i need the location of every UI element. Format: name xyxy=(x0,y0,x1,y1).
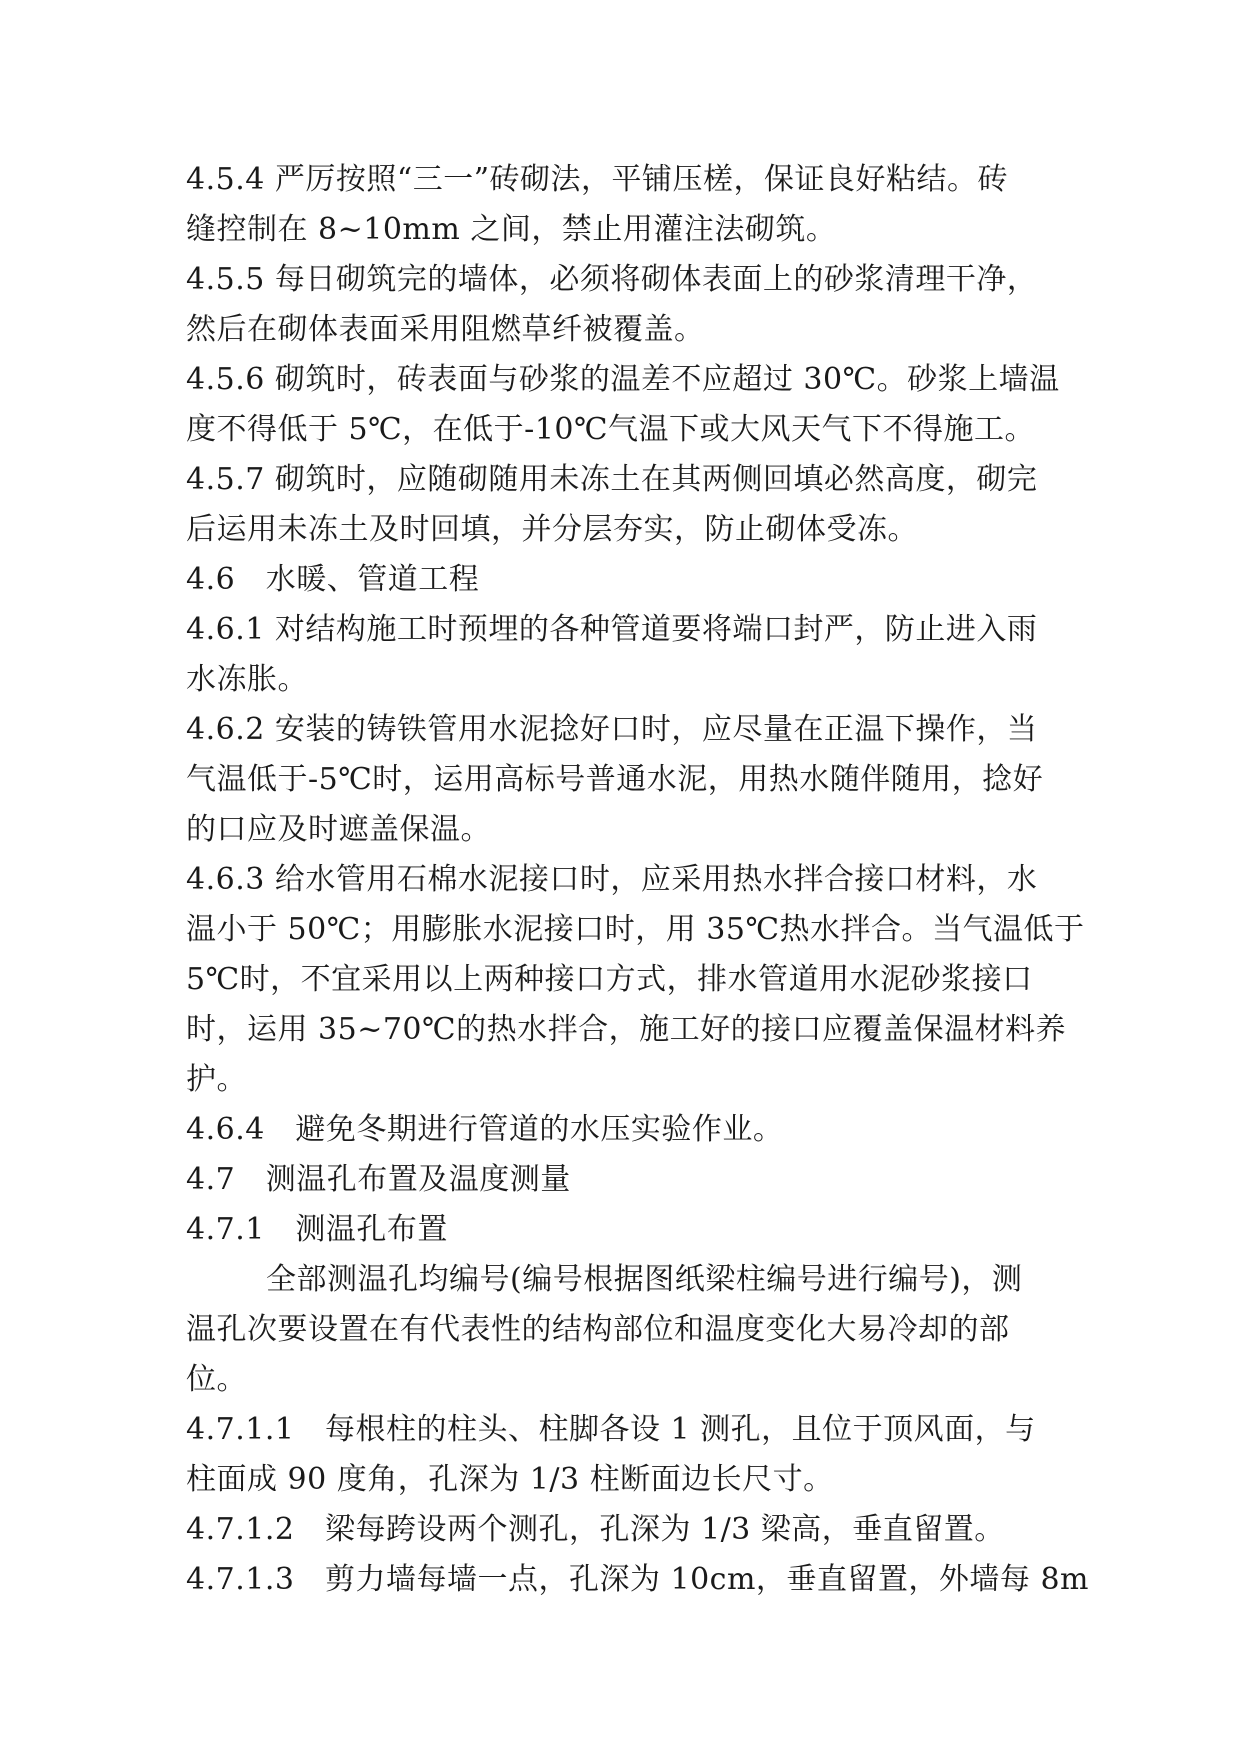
document-page xyxy=(186,155,1089,1605)
subsection-heading: 4.7.1 测温孔布置 xyxy=(186,1212,448,1247)
text-line: 柱面成 90 度角，孔深为 1/3 柱断面边长尺寸。 xyxy=(186,1462,834,1497)
text-line: 4.6.4 避免冬期进行管道的水压实验作业。 xyxy=(186,1112,784,1147)
text-line: 护。 xyxy=(186,1062,247,1097)
text-line: 气温低于-5℃时，运用高标号普通水泥，用热水随伴随用，捻好 xyxy=(186,762,1044,797)
section-heading: 4.7 测温孔布置及温度测量 xyxy=(186,1162,571,1197)
text-line: 4.5.4 严厉按照“三一”砖砌法，平铺压槎，保证良好粘结。砖 xyxy=(186,162,1009,197)
text-line: 缝控制在 8~10mm 之间，禁止用灌注法砌筑。 xyxy=(186,212,837,247)
text-line: 温小于 50℃；用膨胀水泥接口时，用 35℃热水拌合。当气温低于 xyxy=(186,912,1085,947)
text-line: 温孔次要设置在有代表性的结构部位和温度变化大易冷却的部 xyxy=(186,1312,1010,1347)
text-line: 的口应及时遮盖保温。 xyxy=(186,812,491,847)
text-line: 4.6.3 给水管用石棉水泥接口时，应采用热水拌合接口材料，水 xyxy=(186,862,1038,897)
text-line: 然后在砌体表面采用阻燃草纤被覆盖。 xyxy=(186,312,705,347)
text-line: 4.7.1.1 每根柱的柱头、柱脚各设 1 测孔，且位于顶风面，与 xyxy=(186,1412,1036,1447)
text-line: 4.6.2 安装的铸铁管用水泥捻好口时，应尽量在正温下操作，当 xyxy=(186,712,1038,747)
text-line: 度不得低于 5℃，在低于-10℃气温下或大风天气下不得施工。 xyxy=(186,412,1036,447)
text-line: 位。 xyxy=(186,1362,247,1397)
text-line: 4.5.7 砌筑时，应随砌随用未冻土在其两侧回填必然高度，砌完 xyxy=(186,462,1038,497)
section-heading: 4.6 水暖、管道工程 xyxy=(186,562,480,597)
text-line: 水冻胀。 xyxy=(186,662,308,697)
text-line: 4.7.1.2 梁每跨设两个测孔，孔深为 1/3 梁高，垂直留置。 xyxy=(186,1512,1005,1547)
text-line: 全部测温孔均编号(编号根据图纸梁柱编号进行编号)，测 xyxy=(266,1262,1023,1297)
text-line: 4.6.1 对结构施工时预埋的各种管道要将端口封严，防止进入雨 xyxy=(186,612,1038,647)
text-line: 后运用未冻土及时回填，并分层夯实，防止砌体受冻。 xyxy=(186,512,918,547)
text-line: 4.7.1.3 剪力墙每墙一点，孔深为 10cm，垂直留置，外墙每 8m xyxy=(186,1562,1089,1597)
text-line: 时，运用 35~70℃的热水拌合，施工好的接口应覆盖保温材料养 xyxy=(186,1012,1067,1047)
text-line: 4.5.6 砌筑时，砖表面与砂浆的温差不应超过 30℃。砂浆上墙温 xyxy=(186,362,1060,397)
text-line: 4.5.5 每日砌筑完的墙体，必须将砌体表面上的砂浆清理干净， xyxy=(186,262,1038,297)
text-line: 5℃时，不宜采用以上两种接口方式，排水管道用水泥砂浆接口 xyxy=(186,962,1033,997)
